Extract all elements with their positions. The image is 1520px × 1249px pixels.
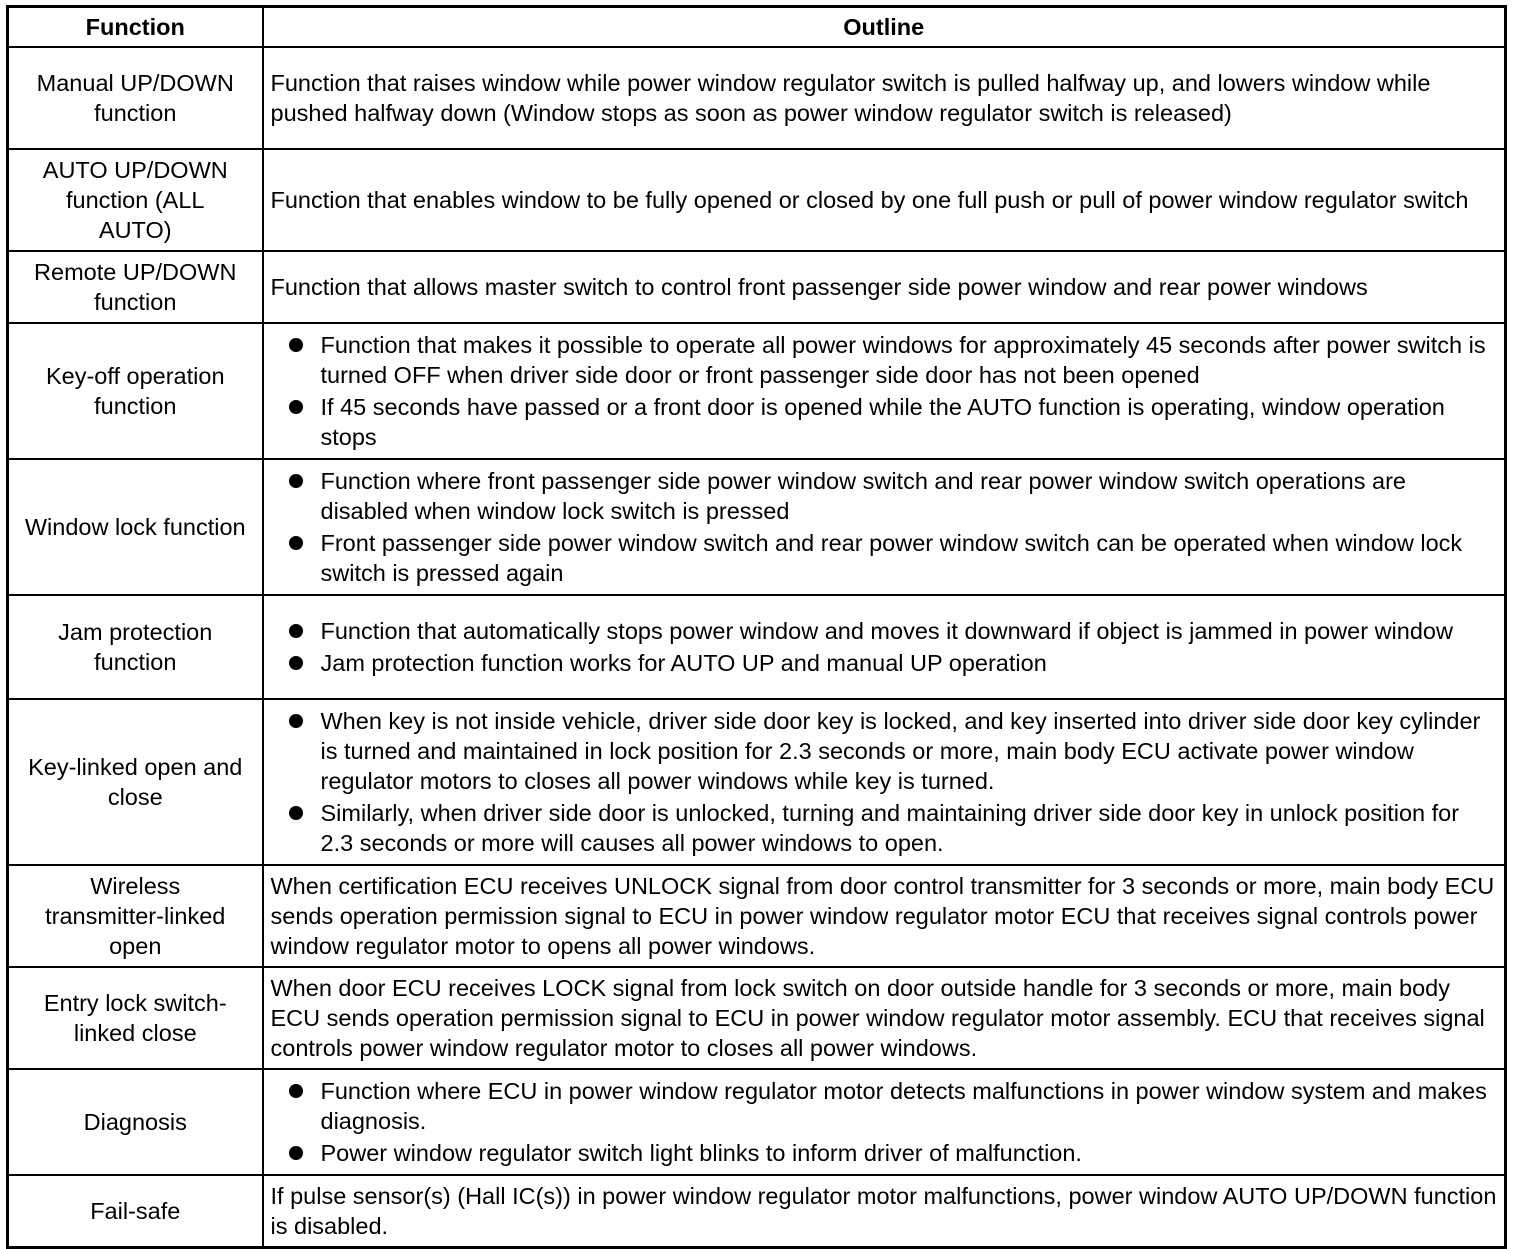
- function-cell: AUTO UP/DOWN function (ALL AUTO): [8, 149, 263, 251]
- bullet-item: Function that makes it possible to operate all power windows for approximately 45 seconds after power switch is turned OFF when driver side door or front passenger side door has not been opened: [271, 330, 1499, 390]
- function-cell: Fail-safe: [8, 1175, 263, 1247]
- function-cell: Diagnosis: [8, 1069, 263, 1175]
- function-cell: Key-off operation function: [8, 323, 263, 459]
- header-row: [8, 7, 1506, 48]
- table-row: [8, 865, 1506, 967]
- table-row: [8, 595, 1506, 699]
- outline-cell: Function that allows master switch to control front passenger side power window and rear power windows: [263, 251, 1506, 323]
- function-cell: Jam protection function: [8, 595, 263, 699]
- outline-cell: When certification ECU receives UNLOCK signal from door control transmitter for 3 seconds or more, main body ECU sends operation permission signal to ECU in power window regulator motor ECU that receives signal controls power window regulator motor to opens all power windows.: [263, 865, 1506, 967]
- outline-cell: When door ECU receives LOCK signal from lock switch on door outside handle for 3 seconds or more, main body ECU sends operation permission signal to ECU in power window regulator motor assembly. ECU that receives signal controls power window regulator motor to closes all power windows.: [263, 967, 1506, 1069]
- table-row: [8, 251, 1506, 323]
- bullet-item: Similarly, when driver side door is unlocked, turning and maintaining driver side door key in unlock position for 2.3 seconds or more will causes all power windows to open.: [271, 798, 1499, 858]
- outline-cell: [263, 595, 1506, 699]
- bullet-item: If 45 seconds have passed or a front door is opened while the AUTO function is operating, window operation stops: [271, 392, 1499, 452]
- bullet-icon: [289, 338, 303, 352]
- outline-cell: [263, 1069, 1506, 1175]
- bullet-icon: [289, 714, 303, 728]
- outline-cell: Function that raises window while power window regulator switch is pulled halfway up, and lowers window while pushed halfway down (Window stops as soon as power window regulator switch is released): [263, 47, 1506, 149]
- function-cell: Window lock function: [8, 459, 263, 595]
- table-row: [8, 699, 1506, 865]
- outline-cell: [263, 459, 1506, 595]
- outline-cell: If pulse sensor(s) (Hall IC(s)) in power window regulator motor malfunctions, power window AUTO UP/DOWN function is disabled.: [263, 1175, 1506, 1247]
- bullet-icon: [289, 656, 303, 670]
- bullet-item: Front passenger side power window switch and rear power window switch can be operated when window lock switch is pressed again: [271, 528, 1499, 588]
- bullet-item: When key is not inside vehicle, driver side door key is locked, and key inserted into driver side door key cylinder is turned and maintained in lock position for 2.3 seconds or more, main body ECU activate power window regulator motors to closes all power windows while key is turned.: [271, 706, 1499, 796]
- bullet-icon: [289, 400, 303, 414]
- outline-cell: [263, 323, 1506, 459]
- table-row: [8, 459, 1506, 595]
- header-function: Function: [8, 7, 263, 48]
- function-cell: Key-linked open and close: [8, 699, 263, 865]
- function-cell: Wireless transmitter-linked open: [8, 865, 263, 967]
- function-cell: Remote UP/DOWN function: [8, 251, 263, 323]
- bullet-icon: [289, 806, 303, 820]
- function-cell: Manual UP/DOWN function: [8, 47, 263, 149]
- outline-cell: Function that enables window to be fully opened or closed by one full push or pull of power window regulator switch: [263, 149, 1506, 251]
- table-row: [8, 1175, 1506, 1247]
- bullet-item: Jam protection function works for AUTO UP and manual UP operation: [271, 648, 1499, 678]
- table-row: [8, 323, 1506, 459]
- bullet-icon: [289, 536, 303, 550]
- table-row: [8, 149, 1506, 251]
- bullet-item: Function where ECU in power window regulator motor detects malfunctions in power window system and makes diagnosis.: [271, 1076, 1499, 1136]
- table-row: [8, 967, 1506, 1069]
- bullet-icon: [289, 1084, 303, 1098]
- bullet-item: Function that automatically stops power window and moves it downward if object is jammed in power window: [271, 616, 1499, 646]
- function-cell: Entry lock switch-linked close: [8, 967, 263, 1069]
- table-row: [8, 1069, 1506, 1175]
- header-outline: Outline: [263, 7, 1506, 48]
- bullet-icon: [289, 624, 303, 638]
- bullet-icon: [289, 1146, 303, 1160]
- bullet-item: Function where front passenger side power window switch and rear power window switch operations are disabled when window lock switch is pressed: [271, 466, 1499, 526]
- bullet-item: Power window regulator switch light blinks to inform driver of malfunction.: [271, 1138, 1499, 1168]
- outline-cell: [263, 699, 1506, 865]
- function-outline-table: [6, 5, 1507, 1249]
- bullet-icon: [289, 474, 303, 488]
- table-row: [8, 47, 1506, 149]
